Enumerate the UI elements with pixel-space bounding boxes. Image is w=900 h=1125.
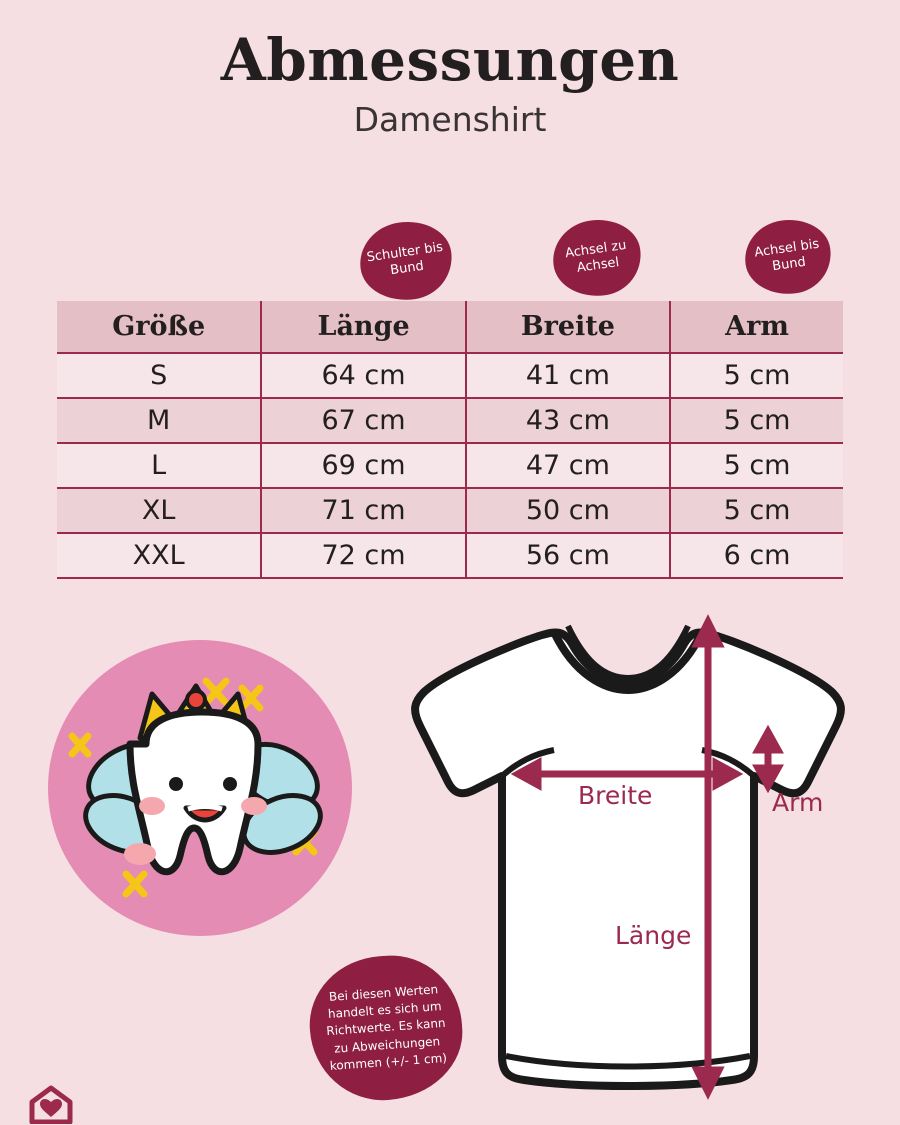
cell-laenge: 64 cm bbox=[261, 353, 465, 398]
cell-laenge: 72 cm bbox=[261, 533, 465, 578]
label-laenge: Länge bbox=[615, 921, 692, 950]
label-arm: Arm bbox=[772, 788, 824, 817]
page-title: Abmessungen bbox=[220, 26, 680, 94]
callout-schulter-bis-bund: Schulter bis Bund bbox=[355, 216, 457, 306]
cell-breite: 56 cm bbox=[466, 533, 670, 578]
cell-laenge: 69 cm bbox=[261, 443, 465, 488]
cell-arm: 6 cm bbox=[670, 533, 843, 578]
cell-size: M bbox=[57, 398, 261, 443]
cell-laenge: 71 cm bbox=[261, 488, 465, 533]
table-header-row bbox=[57, 301, 843, 353]
cell-breite: 43 cm bbox=[466, 398, 670, 443]
cell-arm: 5 cm bbox=[670, 353, 843, 398]
cell-arm: 5 cm bbox=[670, 443, 843, 488]
tooth-fairy-illustration bbox=[28, 626, 368, 956]
column-header-laenge: Länge bbox=[261, 301, 465, 353]
table-row bbox=[57, 398, 843, 443]
callout-achsel-bis-bund: Achsel bis Bund bbox=[740, 214, 835, 299]
table-row bbox=[57, 488, 843, 533]
cell-breite: 47 cm bbox=[466, 443, 670, 488]
table-row bbox=[57, 353, 843, 398]
brand-logo-icon bbox=[28, 1084, 74, 1124]
cell-size: XXL bbox=[57, 533, 261, 578]
callout-achsel-zu-achsel: Achsel zu Achsel bbox=[548, 214, 646, 302]
cell-breite: 50 cm bbox=[466, 488, 670, 533]
table-row bbox=[57, 443, 843, 488]
page-subtitle: Damenshirt bbox=[353, 100, 547, 139]
size-chart-page bbox=[0, 26, 900, 1125]
cell-laenge: 67 cm bbox=[261, 398, 465, 443]
cell-arm: 5 cm bbox=[670, 488, 843, 533]
cell-size: XL bbox=[57, 488, 261, 533]
column-header-breite: Breite bbox=[466, 301, 670, 353]
size-table bbox=[57, 301, 843, 579]
label-breite: Breite bbox=[578, 781, 653, 810]
table-row bbox=[57, 533, 843, 578]
disclaimer-note: Bei diesen Werten handelt es sich um Richtwerte. Es kann zu Abweichungen kommen (+/- 1 cm) bbox=[305, 951, 467, 1105]
cell-breite: 41 cm bbox=[466, 353, 670, 398]
column-header-arm: Arm bbox=[670, 301, 843, 353]
cell-arm: 5 cm bbox=[670, 398, 843, 443]
cell-size: S bbox=[57, 353, 261, 398]
cell-size: L bbox=[57, 443, 261, 488]
column-header-groesse: Größe bbox=[57, 301, 261, 353]
